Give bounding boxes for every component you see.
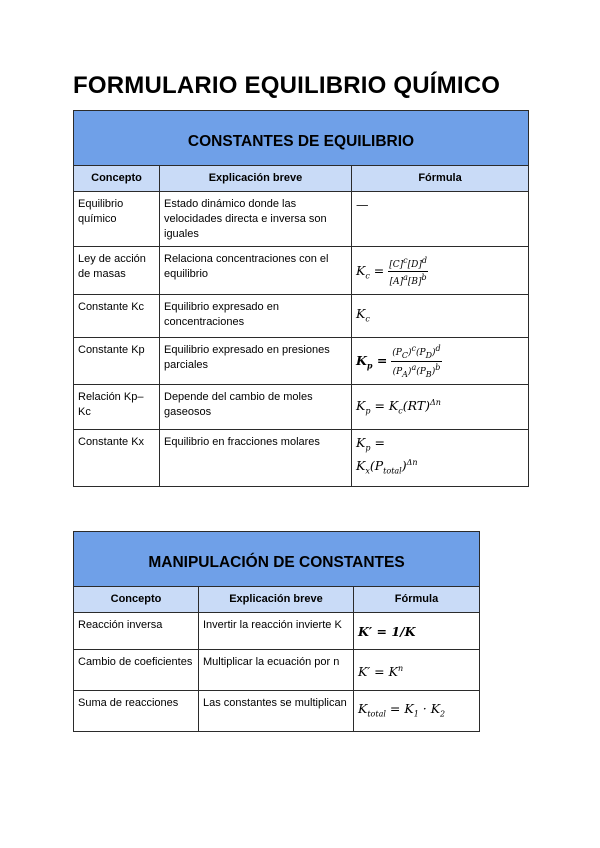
concept-cell: Suma de reacciones bbox=[74, 691, 199, 732]
column-header: Explicación breve bbox=[199, 587, 354, 613]
column-header: Concepto bbox=[74, 166, 160, 192]
concept-cell: Equilibrio químico bbox=[74, 192, 160, 247]
concept-cell: Relación Kp–Kc bbox=[74, 384, 160, 429]
column-header: Concepto bbox=[74, 587, 199, 613]
table-row bbox=[74, 613, 480, 650]
table-row bbox=[74, 429, 529, 486]
explanation-cell: Las constantes se multiplican bbox=[199, 691, 354, 732]
table-heading: MANIPULACIÓN DE CONSTANTES bbox=[74, 532, 480, 587]
concept-cell: Constante Kc bbox=[74, 295, 160, 338]
column-header: Fórmula bbox=[352, 166, 529, 192]
table-heading: CONSTANTES DE EQUILIBRIO bbox=[74, 111, 529, 166]
column-header: Explicación breve bbox=[160, 166, 352, 192]
formula-cell: $K_p = K_c(RT)^{\Delta n}$ bbox=[352, 384, 529, 429]
formula-cell: — bbox=[352, 192, 529, 247]
column-header: Fórmula bbox=[354, 587, 480, 613]
table-row bbox=[74, 192, 529, 247]
table-row bbox=[74, 384, 529, 429]
explanation-cell: Equilibrio expresado en concentraciones bbox=[160, 295, 352, 338]
formula-kc-fraction: $K_c$ = $\frac{[C]^c[D]^d}{[A]^a[B]^b}$ bbox=[356, 255, 428, 287]
explanation-cell: Depende del cambio de moles gaseosos bbox=[160, 384, 352, 429]
explanation-cell: Estado dinámico donde las velocidades directa e inversa son iguales bbox=[160, 192, 352, 247]
concept-cell: Constante Kx bbox=[74, 429, 160, 486]
formula-kp-fraction: $K_p$ = $\frac{(P_C)^c(P_D)^d}{(P_A)^a(P_B)^b}$ bbox=[356, 344, 441, 379]
formula-cell: $K_c$ bbox=[352, 295, 529, 338]
explanation-cell: Invertir la reacción invierte K bbox=[199, 613, 354, 650]
explanation-cell: Equilibrio expresado en presiones parciales bbox=[160, 338, 352, 385]
formula-cell bbox=[352, 338, 529, 385]
formula-cell: $K' = K^n$ bbox=[354, 650, 480, 691]
formula-cell: $K_p$ = $K_x(P_{total})^{\Delta n}$ bbox=[352, 429, 529, 486]
table-row bbox=[74, 295, 529, 338]
formula-cell: K′ = 1/K bbox=[354, 613, 480, 650]
formula-cell bbox=[352, 247, 529, 295]
concept-cell: Ley de acción de masas bbox=[74, 247, 160, 295]
concept-cell: Reacción inversa bbox=[74, 613, 199, 650]
concept-cell: Constante Kp bbox=[74, 338, 160, 385]
table-row bbox=[74, 650, 480, 691]
constants-manipulation-table bbox=[73, 531, 480, 732]
formula-cell: $K_{total} = K_1 \cdot K_2$ bbox=[354, 691, 480, 732]
concept-cell: Cambio de coeficientes bbox=[74, 650, 199, 691]
page-title: FORMULARIO EQUILIBRIO QUÍMICO bbox=[73, 72, 501, 99]
table-row bbox=[74, 691, 480, 732]
explanation-cell: Equilibrio en fracciones molares bbox=[160, 429, 352, 486]
explanation-cell: Relaciona concentraciones con el equilibrio bbox=[160, 247, 352, 295]
table-row bbox=[74, 247, 529, 295]
equilibrium-constants-table bbox=[73, 110, 529, 487]
table-row bbox=[74, 338, 529, 385]
explanation-cell: Multiplicar la ecuación por n bbox=[199, 650, 354, 691]
